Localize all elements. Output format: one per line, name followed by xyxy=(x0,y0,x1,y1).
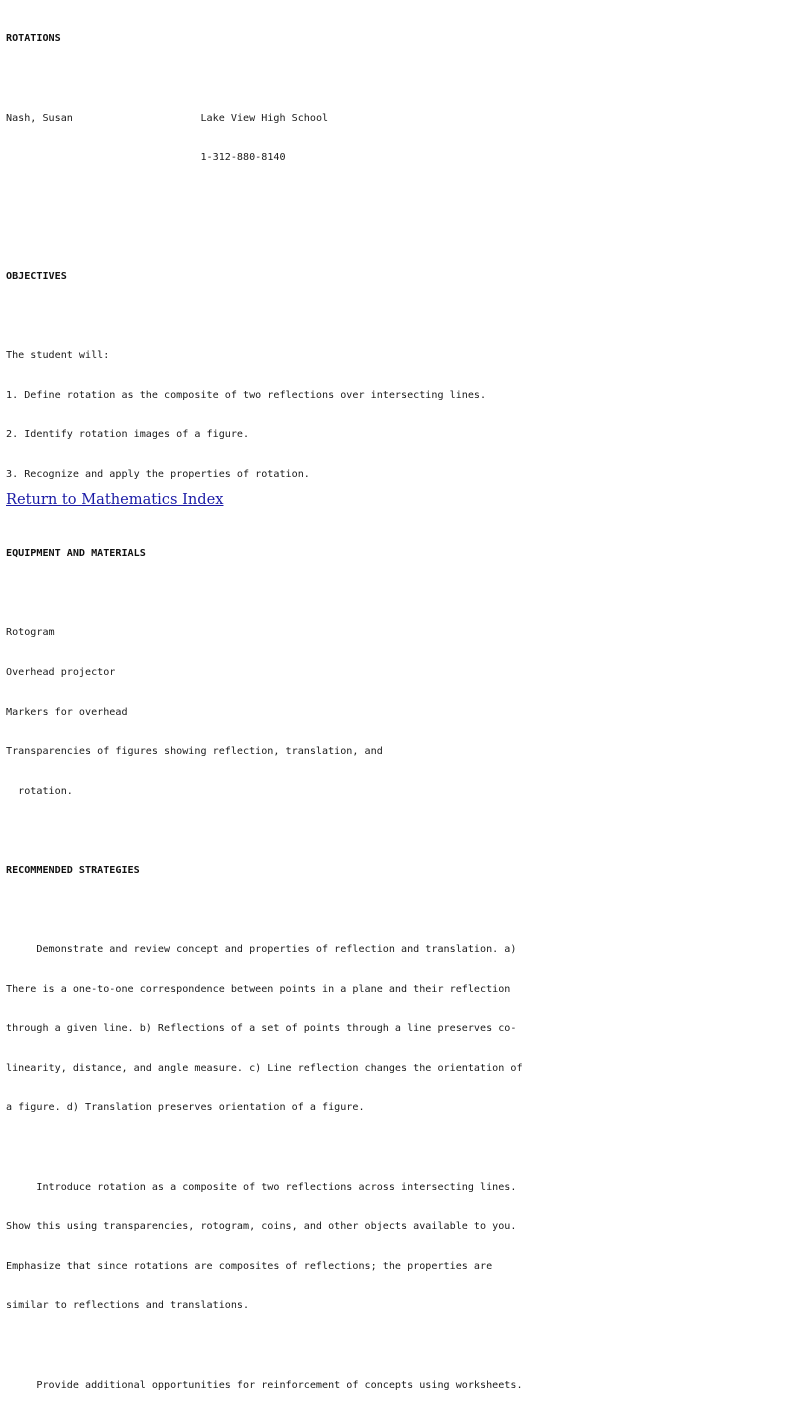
blank-line xyxy=(6,903,523,916)
equipment-item: Overhead projector xyxy=(6,666,116,678)
strategies-heading: RECOMMENDED STRATEGIES xyxy=(6,864,140,876)
objective-item: 1. Define rotation as the composite of two reflections over intersecting lines. xyxy=(6,389,487,401)
blank-line xyxy=(6,72,523,85)
blank-line xyxy=(6,191,523,204)
strategy-paragraph-1-line: linearity, distance, and angle measure. c) Line reflection changes the orientation of xyxy=(6,1062,523,1074)
objectives-heading: OBJECTIVES xyxy=(6,270,67,282)
phone-number: 1-312-880-8140 xyxy=(200,152,286,164)
lesson-plan-document xyxy=(6,6,523,1405)
strategy-paragraph-2-line: similar to reflections and translations. xyxy=(6,1300,250,1312)
objectives-intro: The student will: xyxy=(6,350,110,362)
blank-line xyxy=(6,1141,523,1154)
return-to-mathematics-index-link[interactable]: Return to Mathematics Index xyxy=(6,491,224,508)
strategy-paragraph-1-line: Demonstrate and review concept and properties of reflection and translation. a) xyxy=(6,944,517,956)
author-name: Nash, Susan xyxy=(6,112,73,124)
return-link-container xyxy=(6,491,223,509)
strategy-paragraph-3-line: Provide additional opportunities for reinforcement of concepts using worksheets. xyxy=(6,1379,523,1391)
blank-line xyxy=(6,824,523,837)
author-school-line xyxy=(6,112,523,125)
objective-item: 3. Recognize and apply the properties of rotation. xyxy=(6,468,310,480)
strategy-paragraph-1-line: a figure. d) Translation preserves orientation of a figure. xyxy=(6,1102,365,1114)
spacer xyxy=(6,152,200,163)
equipment-item-continued: rotation. xyxy=(6,785,73,797)
equipment-item: Rotogram xyxy=(6,627,55,639)
strategy-paragraph-2-line: Emphasize that since rotations are composites of reflections; the properties are xyxy=(6,1260,493,1272)
blank-line xyxy=(6,310,523,323)
school-name: Lake View High School xyxy=(200,112,329,124)
equipment-item: Transparencies of figures showing reflection, translation, and xyxy=(6,746,383,758)
blank-line xyxy=(6,230,523,243)
spacer xyxy=(73,113,201,124)
equipment-heading: EQUIPMENT AND MATERIALS xyxy=(6,548,146,560)
equipment-item: Markers for overhead xyxy=(6,706,128,718)
strategy-paragraph-1-line: There is a one-to-one correspondence between points in a plane and their reflection xyxy=(6,983,511,995)
strategy-paragraph-2-line: Introduce rotation as a composite of two reflections across intersecting lines. xyxy=(6,1181,517,1193)
strategy-paragraph-2-line: Show this using transparencies, rotogram, coins, and other objects available to you. xyxy=(6,1221,517,1233)
strategy-paragraph-1-line: through a given line. b) Reflections of a set of points through a line preserves co- xyxy=(6,1023,517,1035)
objective-item: 2. Identify rotation images of a figure. xyxy=(6,429,250,441)
phone-line xyxy=(6,151,523,164)
document-title: ROTATIONS xyxy=(6,33,61,45)
blank-line xyxy=(6,508,523,521)
blank-line xyxy=(6,1339,523,1352)
blank-line xyxy=(6,587,523,600)
